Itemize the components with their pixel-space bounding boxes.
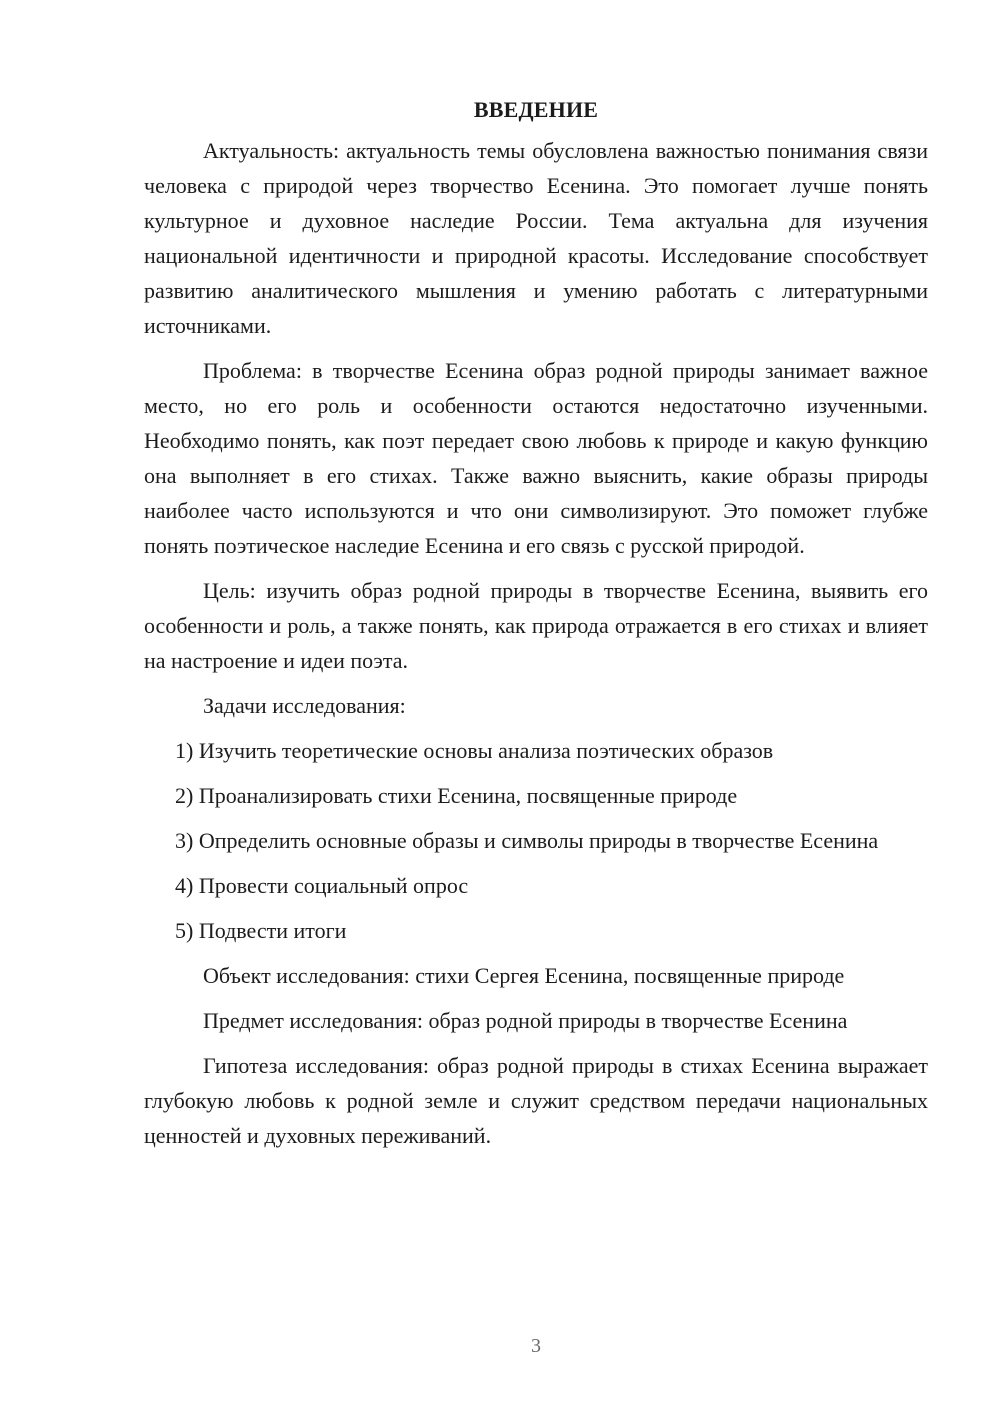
task-item: 5) Подвести итоги: [175, 918, 347, 943]
task-item: 1) Изучить теоретические основы анализа поэтических образов: [175, 738, 774, 763]
task-item: 4) Провести социальный опрос: [175, 873, 469, 898]
object-paragraph: Объект исследования: стихи Сергея Есенина, посвященные природе: [203, 963, 845, 988]
tasks-heading: Задачи исследования:: [203, 693, 406, 718]
task-item: 2) Проанализировать стихи Есенина, посвященные природе: [175, 783, 738, 808]
page-number: 3: [531, 1335, 541, 1357]
task-item: 3) Определить основные образы и символы природы в творчестве Есенина: [175, 828, 879, 853]
relevance-paragraph: Актуальность: актуальность темы обусловлена важностью понимания связи человека с природой через творчество Есенина. Это помогает лучше понять культурное и духовное наследие России. Тема актуальна для изучения национальной идентичности и природной красоты. Исследование способствует развитию аналитического мышления и умению работать с литературными источниками.: [144, 138, 928, 338]
page-content: [144, 92, 928, 1153]
hypothesis-paragraph: Гипотеза исследования: образ родной природы в стихах Есенина выражает глубокую любовь к родной земле и служит средством передачи национальных ценностей и духовных переживаний.: [144, 1053, 928, 1148]
problem-paragraph: Проблема: в творчестве Есенина образ родной природы занимает важное место, но его роль и особенности остаются недостаточно изученными. Необходимо понять, как поэт передает свою любовь к природе и какую функцию она выполняет в его стихах. Также важно выяснить, какие образы природы наиболее часто используются и что они символизируют. Это поможет глубже понять поэтическое наследие Есенина и его связь с русской природой.: [144, 358, 928, 558]
goal-paragraph: Цель: изучить образ родной природы в творчестве Есенина, выявить его особенности и роль, а также понять, как природа отражается в его стихах и влияет на настроение и идеи поэта.: [144, 578, 928, 673]
section-title: ВВЕДЕНИЕ: [473, 97, 599, 122]
subject-paragraph: Предмет исследования: образ родной природы в творчестве Есенина: [203, 1008, 848, 1033]
